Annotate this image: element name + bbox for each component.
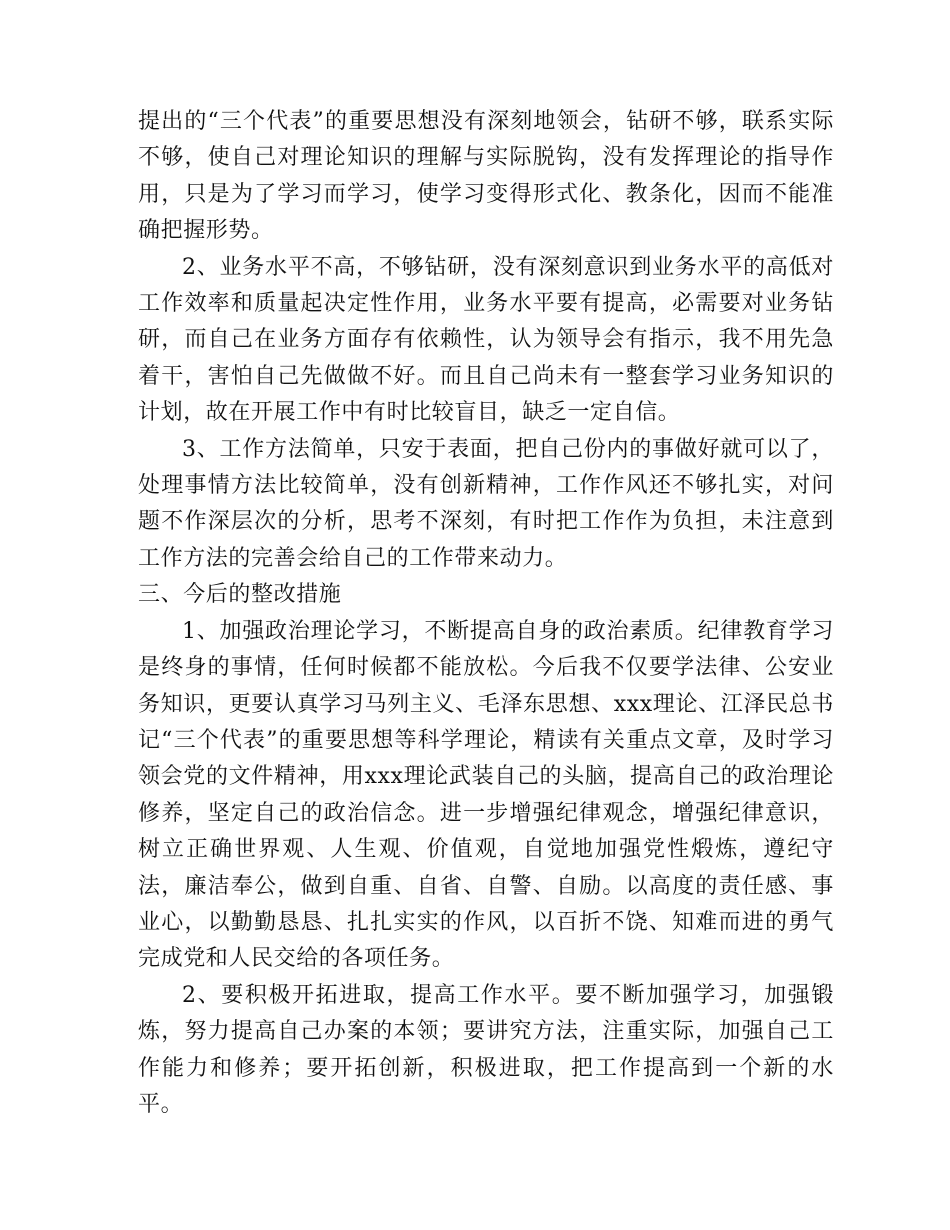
paragraph-point-2-business-level: 2、业务水平不高，不够钻研，没有深刻意识到业务水平的高低对工作效率和质量起决定性作用，业务水平要有提高，必需要对业务钻研，而自己在业务方面存有依赖性，认为领导会有指示，我不用先急着干，害怕自己先做做不好。而且自己尚未有一整套学习业务知识的计划，故在开展工作中有时比较盲目，缺乏一定自信。 bbox=[138, 254, 834, 426]
document-page bbox=[138, 104, 834, 1123]
paragraph-point-3-work-method: 3、工作方法简单，只安于表面，把自己份内的事做好就可以了，处理事情方法比较简单，没有创新精神，工作作风还不够扎实，对问题不作深层次的分析，思考不深刻，有时把工作作为负担，未注意到工作方法的完善会给自己的工作带来动力。 bbox=[138, 436, 834, 571]
section-heading-rectification: 三、今后的整改措施 bbox=[138, 582, 342, 608]
paragraph-continuation: 提出的“三个代表”的重要思想没有深刻地领会，钻研不够，联系实际不够，使自己对理论知识的理解与实际脱钩，没有发挥理论的指导作用，只是为了学习而学习，使学习变得形式化、教条化，因而不能准确把握形势。 bbox=[138, 109, 834, 244]
paragraph-measure-1-political-study: 1、加强政治理论学习，不断提高自身的政治素质。纪律教育学习是终身的事情，任何时候都不能放松。今后我不仅要学法律、公安业务知识，更要认真学习马列主义、毛泽东思想、xxx理论、江泽民总书记“三个代表”的重要思想等科学理论，精读有关重点文章，及时学习领会党的文件精神，用xxx理论武装自己的头脑，提高自己的政治理论修养，坚定自己的政治信念。进一步增强纪律观念，增强纪律意识，树立正确世界观、人生观、价值观，自觉地加强党性煅炼，遵纪守法，廉洁奉公，做到自重、自省、自警、自励。以高度的责任感、事业心，以勤勤恳恳、扎扎实实的作风，以百折不饶、知难而进的勇气完成党和人民交给的各项任务。 bbox=[138, 618, 834, 972]
paragraph-measure-2-work-level: 2、要积极开拓进取，提高工作水平。要不断加强学习，加强锻炼，努力提高自己办案的本领；要讲究方法，注重实际，加强自己工作能力和修养；要开拓创新，积极进取，把工作提高到一个新的水平。 bbox=[138, 982, 834, 1117]
